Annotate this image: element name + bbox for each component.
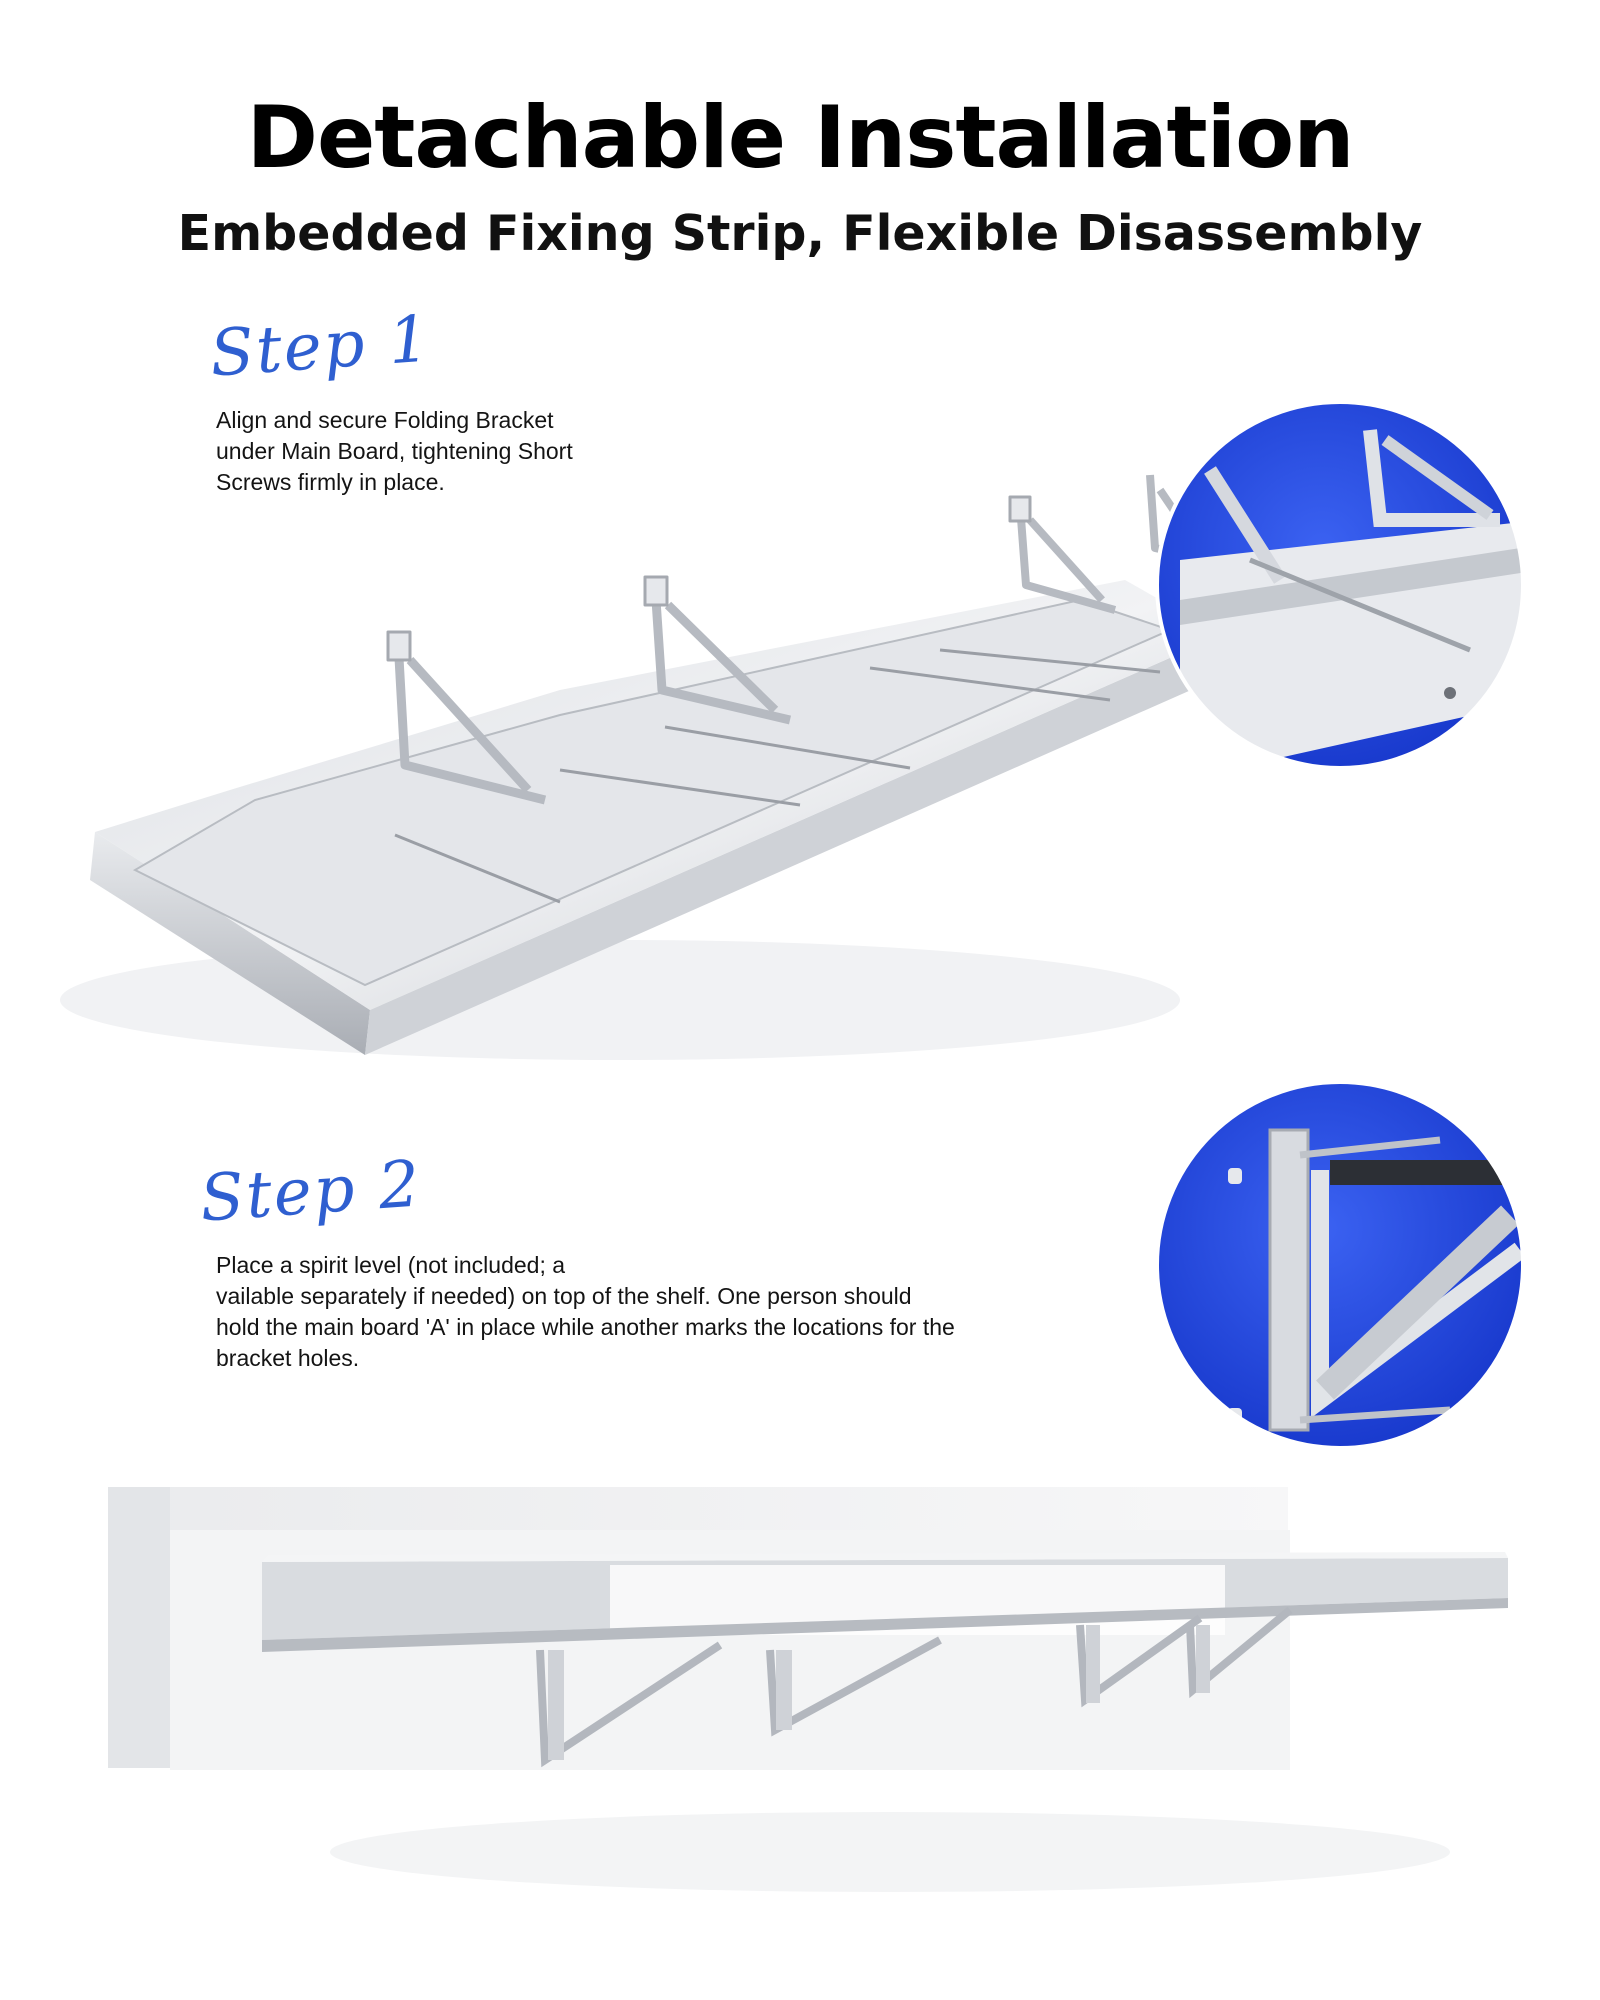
step-1-line: Align and secure Folding Bracket bbox=[216, 407, 554, 433]
step-1-line: under Main Board, tightening Short bbox=[216, 438, 573, 464]
wall-mounted-shelf-illustration bbox=[108, 1487, 1508, 1892]
step-1-handwritten-label: Step 1 bbox=[207, 302, 434, 392]
bracket-closeup-circle-1 bbox=[1157, 402, 1540, 780]
step-2-line: bracket holes. bbox=[216, 1345, 360, 1371]
page-subtitle: Embedded Fixing Strip, Flexible Disassembly bbox=[177, 205, 1423, 262]
step-2-line: Place a spirit level (not included; a bbox=[216, 1252, 566, 1278]
step-2-handwritten-label: Step 2 bbox=[197, 1147, 424, 1237]
folding-bracket-3 bbox=[1010, 497, 1115, 610]
step-2-line: vailable separately if needed) on top of the shelf. One person should bbox=[216, 1283, 912, 1309]
bracket-closeup-circle-2 bbox=[1157, 1082, 1530, 1448]
step-2-line: hold the main board 'A' in place while another marks the locations for the bbox=[216, 1314, 955, 1340]
page-title: Detachable Installation bbox=[246, 88, 1354, 188]
step-1-line: Screws firmly in place. bbox=[216, 469, 445, 495]
shelf-underside-illustration bbox=[60, 580, 1225, 1060]
